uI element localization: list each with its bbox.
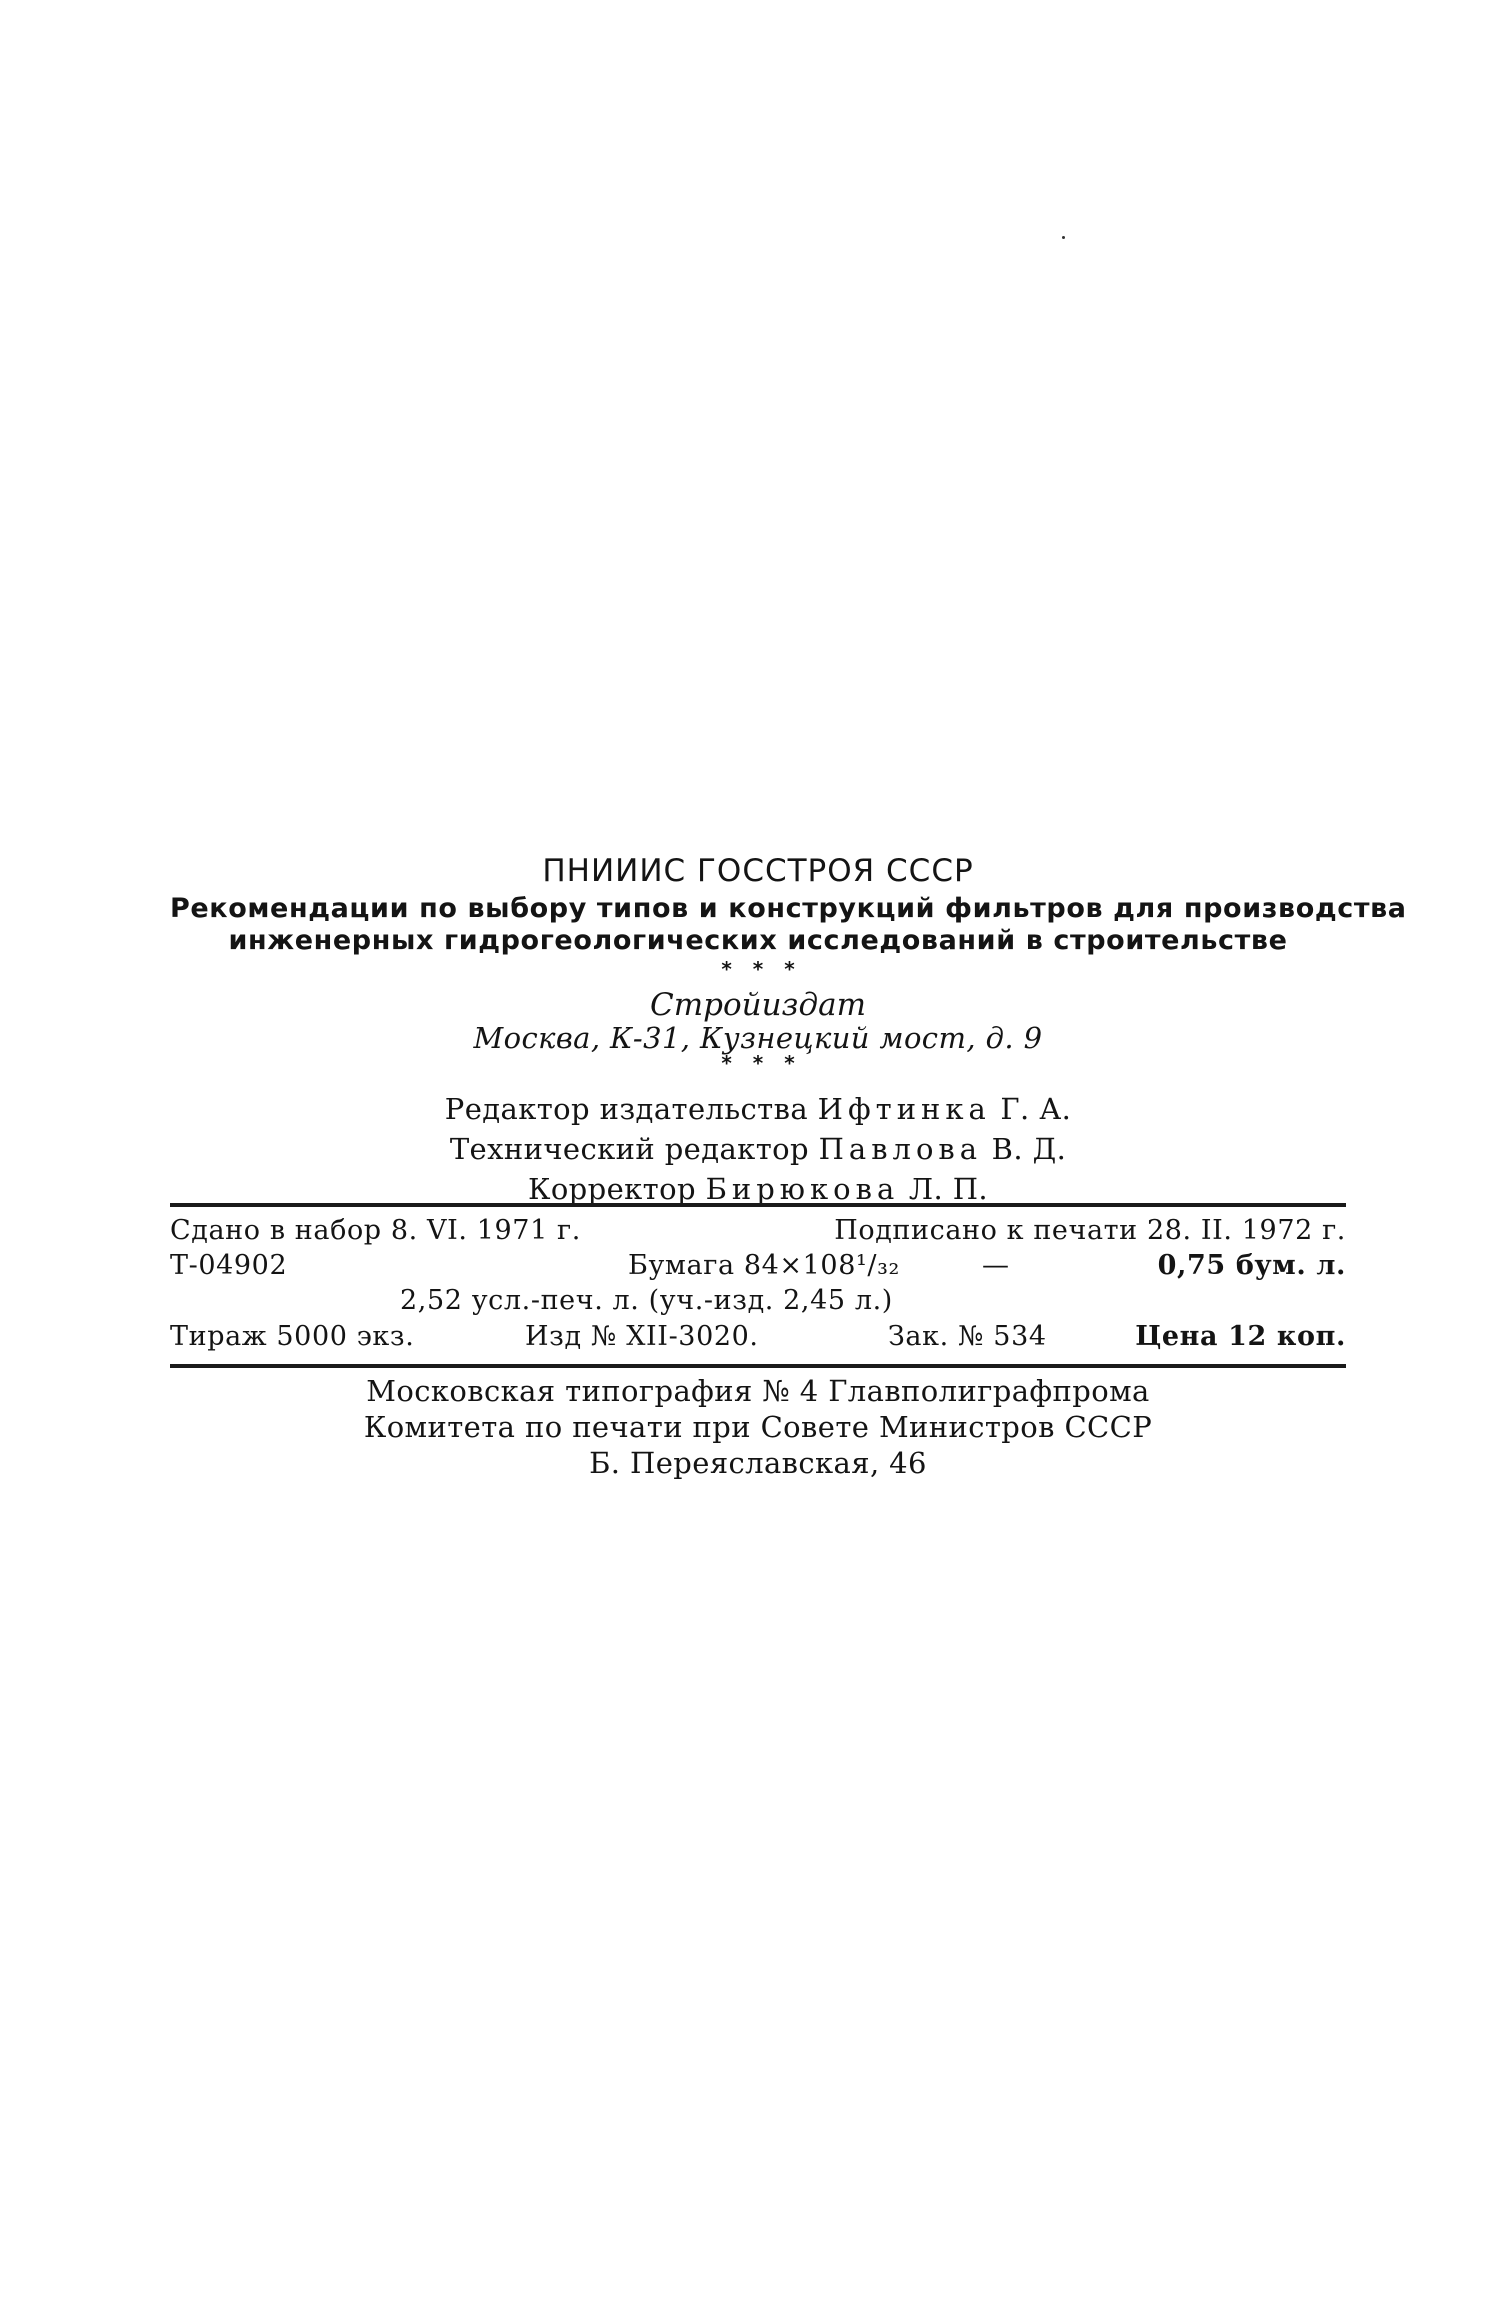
editor-initials: Г. А. — [1000, 1092, 1072, 1126]
editor-credit — [170, 1089, 1346, 1129]
imprint-row — [170, 1320, 1346, 1356]
separator-stars: * * * — [721, 957, 795, 981]
corrector-label: Корректор — [527, 1172, 696, 1206]
imprint-row — [170, 1214, 1346, 1250]
editor-name: Ифтинка — [817, 1092, 991, 1126]
tech-editor-label: Технический редактор — [449, 1132, 809, 1166]
title-line-1: Рекомендации по выбору типов и конструкций фильтров для производства — [170, 893, 1407, 924]
printing-house — [170, 1373, 1346, 1481]
edition-number: Изд № XII-3020. — [525, 1321, 759, 1352]
printing-house-line-3: Б. Переяславская, 46 — [589, 1446, 927, 1480]
publication-code: Т-04902 — [170, 1250, 288, 1281]
organization-name: ПНИИИС ГОССТРОЯ СССР — [542, 853, 974, 889]
tech-editor-initials: В. Д. — [991, 1132, 1067, 1166]
document-title — [170, 893, 1407, 957]
editor-label: Редактор издательства — [444, 1092, 809, 1126]
publisher-name: Стройиздат — [650, 987, 866, 1023]
imprint-row — [170, 1284, 1346, 1320]
divider-top — [170, 1203, 1346, 1207]
publisher-address: Москва, К-31, Кузнецкий мост, д. 9 — [473, 1021, 1043, 1055]
corrector-initials: Л. П. — [908, 1172, 989, 1206]
separator-stars: * * * — [721, 1051, 795, 1075]
dash: — — [982, 1250, 1010, 1281]
price: Цена 12 коп. — [1135, 1321, 1346, 1352]
title-line-2: инженерных гидрогеологических исследований в строительстве — [228, 925, 1288, 956]
paper-format: Бумага 84×108¹/₃₂ — [628, 1250, 900, 1281]
tech-editor-name: Павлова — [818, 1132, 983, 1166]
print-sheets: 2,52 усл.-печ. л. (уч.-изд. 2,45 л.) — [400, 1285, 893, 1316]
tech-editor-credit — [170, 1129, 1346, 1169]
printing-house-line-2: Комитета по печати при Совете Министров СССР — [363, 1410, 1153, 1444]
sent-to-typesetting: Сдано в набор 8. VI. 1971 г. — [170, 1215, 581, 1246]
speck — [1062, 236, 1065, 239]
corrector-name: Бирюкова — [705, 1172, 900, 1206]
printing-house-line-1: Московская типография № 4 Главполиграфпрома — [366, 1374, 1150, 1408]
order-number: Зак. № 534 — [888, 1321, 1047, 1352]
imprint-row — [170, 1249, 1346, 1285]
divider-bottom — [170, 1364, 1346, 1368]
signed-for-print: Подписано к печати 28. II. 1972 г. — [834, 1215, 1346, 1246]
circulation: Тираж 5000 экз. — [170, 1321, 415, 1352]
paper-sheets: 0,75 бум. л. — [1157, 1250, 1346, 1281]
staff-credits — [170, 1089, 1346, 1209]
